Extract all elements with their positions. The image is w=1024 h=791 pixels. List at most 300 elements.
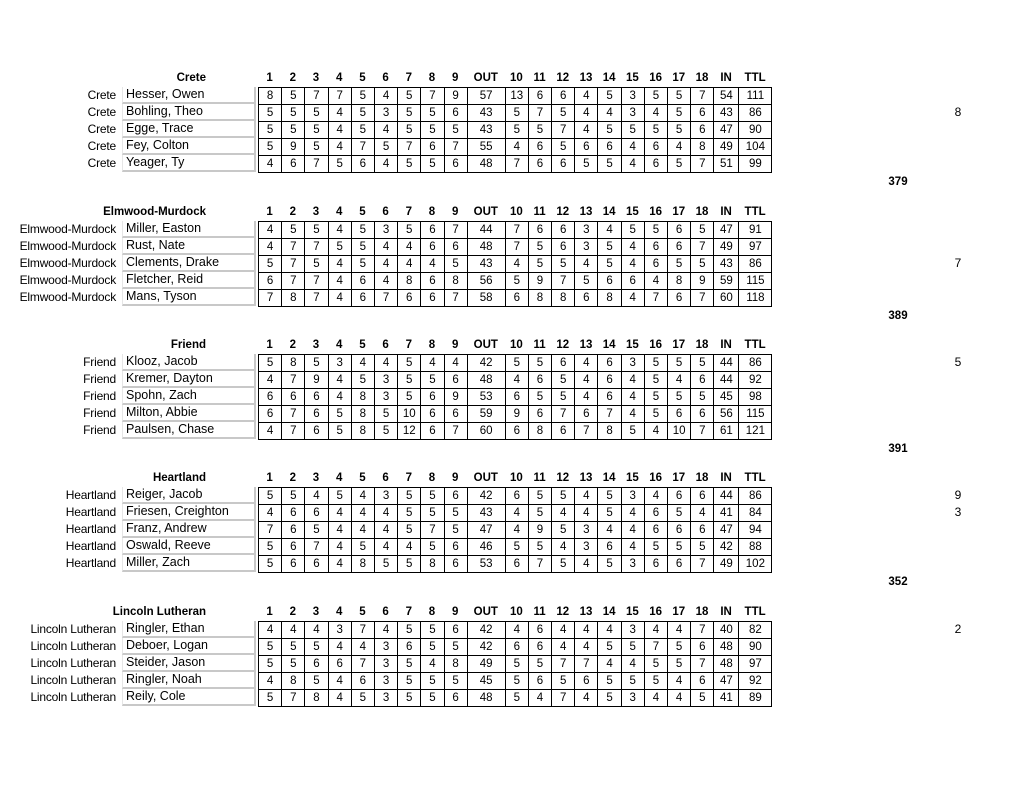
score-cell: 43 <box>467 505 505 522</box>
team-total: 389 <box>888 310 908 322</box>
score-cell: 4 <box>644 423 667 440</box>
column-header: 2 <box>289 339 296 351</box>
score-cell: 4 <box>259 622 282 639</box>
column-header: 15 <box>625 206 639 218</box>
score-cell: 51 <box>714 156 739 173</box>
score-cell: 5 <box>351 239 374 256</box>
table-row <box>259 256 772 273</box>
score-cell: 7 <box>259 522 282 539</box>
score-cell: 5 <box>421 372 444 389</box>
column-header: 10 <box>509 472 523 484</box>
score-cell: 5 <box>598 673 621 690</box>
row-team-label: Elmwood-Murdock <box>19 256 116 270</box>
score-cell: 5 <box>398 156 421 173</box>
score-cell: 4 <box>552 505 575 522</box>
score-cell: 6 <box>259 406 282 423</box>
score-cell: 4 <box>328 690 351 707</box>
team-total: 352 <box>888 576 908 588</box>
score-cell: 5 <box>505 105 528 122</box>
score-cell: 6 <box>305 423 328 440</box>
score-cell: 4 <box>621 156 644 173</box>
score-cell: 6 <box>528 673 551 690</box>
score-cell: 5 <box>259 355 282 372</box>
score-cell: 5 <box>598 256 621 273</box>
score-cell: 4 <box>552 639 575 656</box>
score-cell: 43 <box>467 256 505 273</box>
score-cell: 5 <box>398 556 421 573</box>
column-header: 3 <box>312 472 320 484</box>
score-cell: 6 <box>598 355 621 372</box>
score-cell: 47 <box>714 222 739 239</box>
score-cell: 4 <box>421 256 444 273</box>
score-cell: 5 <box>444 522 467 539</box>
column-header: 17 <box>672 606 686 618</box>
score-cell: 8 <box>282 290 305 307</box>
column-header: 16 <box>649 339 662 351</box>
column-header: 11 <box>533 606 546 618</box>
score-cell: 5 <box>505 690 528 707</box>
column-header: 14 <box>602 339 616 351</box>
score-cell: 6 <box>444 105 467 122</box>
score-cell: 10 <box>398 406 421 423</box>
column-header: 10 <box>509 206 523 218</box>
score-cell: 7 <box>305 239 328 256</box>
score-cell: 5 <box>374 556 397 573</box>
score-cell: 7 <box>691 622 714 639</box>
score-cell: 5 <box>421 673 444 690</box>
table-row <box>259 488 772 505</box>
column-header: 15 <box>625 606 639 618</box>
column-header: 12 <box>556 606 570 618</box>
score-cell: 56 <box>714 406 739 423</box>
player-rank: 3 <box>954 505 962 519</box>
column-header: 5 <box>359 206 366 218</box>
score-cell: 6 <box>552 239 575 256</box>
player-rank: 7 <box>954 256 962 270</box>
score-cell: 4 <box>328 673 351 690</box>
row-team-label: Crete <box>87 105 116 119</box>
column-header: IN <box>720 206 732 218</box>
score-cell: 121 <box>739 423 772 440</box>
score-cell: 7 <box>528 556 551 573</box>
score-cell: 6 <box>444 690 467 707</box>
score-cell: 5 <box>398 122 421 139</box>
score-cell: 7 <box>305 539 328 556</box>
column-header: 6 <box>382 606 389 618</box>
column-header: 13 <box>579 72 593 84</box>
player-rank: 2 <box>954 622 962 636</box>
score-cell: 6 <box>421 290 444 307</box>
column-header: 4 <box>335 72 343 84</box>
score-cell: 48 <box>714 656 739 673</box>
score-cell: 7 <box>374 290 397 307</box>
player-name: Deboer, Logan <box>122 638 256 655</box>
column-header: OUT <box>473 606 498 618</box>
column-header: 6 <box>382 339 389 351</box>
score-cell: 5 <box>398 622 421 639</box>
column-header: 7 <box>405 72 412 84</box>
score-cell: 5 <box>305 673 328 690</box>
score-cell: 5 <box>621 222 644 239</box>
column-header: 7 <box>405 472 412 484</box>
column-header: 4 <box>335 606 343 618</box>
row-team-label: Lincoln Lutheran <box>30 690 116 704</box>
score-cell: 47 <box>714 522 739 539</box>
score-cell: 5 <box>691 256 714 273</box>
table-row <box>259 622 772 639</box>
column-header: 8 <box>428 72 436 84</box>
score-cell: 5 <box>421 539 444 556</box>
column-header: 13 <box>579 472 593 484</box>
column-header: 3 <box>312 339 320 351</box>
score-cell: 5 <box>668 505 691 522</box>
score-cell: 4 <box>374 622 397 639</box>
score-cell: 7 <box>505 239 528 256</box>
score-cell: 4 <box>259 673 282 690</box>
score-cell: 43 <box>714 105 739 122</box>
score-cell: 3 <box>621 488 644 505</box>
column-header: 11 <box>533 339 546 351</box>
score-grid <box>258 621 772 707</box>
score-cell: 48 <box>467 239 505 256</box>
score-cell: 6 <box>575 290 598 307</box>
column-header: 1 <box>266 606 273 618</box>
column-header: 9 <box>451 72 459 84</box>
score-cell: 4 <box>328 539 351 556</box>
column-header: IN <box>720 72 732 84</box>
score-cell: 8 <box>444 273 467 290</box>
score-cell: 8 <box>552 290 575 307</box>
score-cell: 6 <box>691 522 714 539</box>
score-cell: 6 <box>421 423 444 440</box>
team-block <box>0 337 1024 462</box>
score-cell: 5 <box>668 88 691 105</box>
team-total: 391 <box>888 443 908 455</box>
score-cell: 5 <box>421 122 444 139</box>
score-cell: 6 <box>444 239 467 256</box>
score-cell: 55 <box>467 139 505 156</box>
score-cell: 9 <box>528 273 551 290</box>
score-cell: 5 <box>598 88 621 105</box>
score-cell: 4 <box>668 673 691 690</box>
table-row <box>259 673 772 690</box>
score-cell: 7 <box>691 156 714 173</box>
column-header: 10 <box>509 339 523 351</box>
score-cell: 8 <box>259 88 282 105</box>
score-cell: 4 <box>505 256 528 273</box>
score-cell: 3 <box>575 222 598 239</box>
score-cell: 4 <box>575 122 598 139</box>
score-cell: 4 <box>259 156 282 173</box>
player-name: Clements, Drake <box>122 255 256 272</box>
score-cell: 5 <box>421 639 444 656</box>
score-cell: 6 <box>305 556 328 573</box>
score-cell: 4 <box>328 556 351 573</box>
player-name: Mans, Tyson <box>122 289 256 306</box>
score-cell: 8 <box>668 273 691 290</box>
column-header: 3 <box>312 72 320 84</box>
score-cell: 4 <box>598 105 621 122</box>
score-cell: 88 <box>739 539 772 556</box>
score-cell: 3 <box>374 372 397 389</box>
score-cell: 7 <box>282 239 305 256</box>
score-cell: 44 <box>714 488 739 505</box>
score-cell: 5 <box>644 122 667 139</box>
score-cell: 5 <box>351 372 374 389</box>
score-cell: 7 <box>305 290 328 307</box>
score-cell: 6 <box>668 239 691 256</box>
score-cell: 48 <box>714 639 739 656</box>
score-cell: 5 <box>621 423 644 440</box>
score-cell: 5 <box>259 256 282 273</box>
score-cell: 7 <box>305 88 328 105</box>
player-name: Oswald, Reeve <box>122 538 256 555</box>
table-row <box>259 522 772 539</box>
score-cell: 4 <box>598 522 621 539</box>
player-name: Fey, Colton <box>122 138 256 155</box>
column-header: 17 <box>672 72 686 84</box>
score-cell: 5 <box>374 139 397 156</box>
score-cell: 5 <box>598 505 621 522</box>
score-cell: 5 <box>351 105 374 122</box>
score-cell: 4 <box>398 539 421 556</box>
score-cell: 5 <box>444 673 467 690</box>
column-header: 14 <box>602 206 616 218</box>
score-cell: 60 <box>714 290 739 307</box>
score-cell: 6 <box>528 639 551 656</box>
score-cell: 4 <box>621 139 644 156</box>
team-header: Heartland <box>152 472 206 484</box>
score-cell: 5 <box>328 156 351 173</box>
score-cell: 5 <box>374 406 397 423</box>
team-block <box>0 204 1024 329</box>
score-cell: 4 <box>305 622 328 639</box>
score-cell: 44 <box>467 222 505 239</box>
score-cell: 4 <box>398 256 421 273</box>
player-name: Reily, Cole <box>122 689 256 706</box>
column-header: 11 <box>533 72 546 84</box>
score-cell: 4 <box>575 622 598 639</box>
score-cell: 6 <box>505 556 528 573</box>
score-cell: 9 <box>691 273 714 290</box>
score-cell: 4 <box>328 389 351 406</box>
score-cell: 5 <box>328 239 351 256</box>
score-cell: 4 <box>328 105 351 122</box>
score-cell: 6 <box>528 372 551 389</box>
score-cell: 5 <box>528 488 551 505</box>
column-header: 13 <box>579 206 593 218</box>
score-cell: 6 <box>598 273 621 290</box>
score-cell: 4 <box>575 505 598 522</box>
score-cell: 7 <box>444 290 467 307</box>
score-cell: 5 <box>552 488 575 505</box>
score-cell: 3 <box>374 673 397 690</box>
table-row <box>259 290 772 307</box>
table-row <box>259 273 772 290</box>
score-cell: 57 <box>467 88 505 105</box>
score-cell: 4 <box>575 690 598 707</box>
column-header: TTL <box>744 206 766 218</box>
score-grid <box>258 221 772 307</box>
score-cell: 5 <box>328 488 351 505</box>
score-cell: 6 <box>282 156 305 173</box>
score-cell: 6 <box>282 556 305 573</box>
score-cell: 8 <box>398 273 421 290</box>
score-cell: 6 <box>668 522 691 539</box>
row-team-label: Heartland <box>65 522 116 536</box>
score-cell: 5 <box>282 88 305 105</box>
score-cell: 5 <box>552 256 575 273</box>
score-cell: 56 <box>467 273 505 290</box>
score-cell: 115 <box>739 273 772 290</box>
column-header: OUT <box>473 472 498 484</box>
score-cell: 4 <box>668 622 691 639</box>
score-cell: 7 <box>282 273 305 290</box>
score-cell: 3 <box>374 105 397 122</box>
row-team-label: Lincoln Lutheran <box>30 656 116 670</box>
score-cell: 7 <box>282 690 305 707</box>
score-cell: 6 <box>668 222 691 239</box>
score-cell: 4 <box>552 539 575 556</box>
score-cell: 3 <box>621 355 644 372</box>
column-header: IN <box>720 339 732 351</box>
score-cell: 4 <box>621 505 644 522</box>
score-cell: 5 <box>644 355 667 372</box>
score-cell: 7 <box>691 423 714 440</box>
column-header: 9 <box>451 606 459 618</box>
score-cell: 5 <box>305 105 328 122</box>
score-cell: 4 <box>552 622 575 639</box>
score-cell: 5 <box>398 488 421 505</box>
score-cell: 4 <box>328 273 351 290</box>
score-cell: 42 <box>467 639 505 656</box>
score-cell: 6 <box>552 222 575 239</box>
team-header: Crete <box>176 72 206 84</box>
score-cell: 41 <box>714 690 739 707</box>
score-cell: 5 <box>644 389 667 406</box>
column-header: 2 <box>289 472 296 484</box>
column-header: 9 <box>451 206 459 218</box>
score-cell: 6 <box>444 556 467 573</box>
score-cell: 3 <box>621 556 644 573</box>
score-cell: 5 <box>398 88 421 105</box>
column-header: 12 <box>556 339 570 351</box>
score-cell: 6 <box>421 139 444 156</box>
score-cell: 6 <box>528 622 551 639</box>
score-cell: 5 <box>505 539 528 556</box>
column-header: 7 <box>405 206 412 218</box>
score-cell: 42 <box>467 355 505 372</box>
score-cell: 6 <box>282 505 305 522</box>
score-cell: 4 <box>691 505 714 522</box>
column-header: 18 <box>695 206 709 218</box>
score-cell: 90 <box>739 122 772 139</box>
score-cell: 4 <box>374 156 397 173</box>
score-cell: 5 <box>691 389 714 406</box>
score-cell: 8 <box>598 290 621 307</box>
score-cell: 4 <box>505 622 528 639</box>
score-cell: 4 <box>374 355 397 372</box>
score-cell: 5 <box>552 389 575 406</box>
score-cell: 58 <box>467 290 505 307</box>
score-cell: 3 <box>621 105 644 122</box>
score-cell: 3 <box>328 355 351 372</box>
player-name: Miller, Zach <box>122 555 256 572</box>
column-header: 18 <box>695 606 709 618</box>
column-header: 1 <box>266 206 273 218</box>
score-cell: 6 <box>691 488 714 505</box>
score-cell: 42 <box>467 622 505 639</box>
score-cell: 4 <box>374 539 397 556</box>
score-cell: 6 <box>575 406 598 423</box>
score-cell: 5 <box>398 505 421 522</box>
score-cell: 4 <box>305 488 328 505</box>
column-header: 5 <box>359 72 366 84</box>
score-cell: 5 <box>305 522 328 539</box>
score-cell: 5 <box>305 222 328 239</box>
score-cell: 5 <box>644 539 667 556</box>
column-header: 6 <box>382 72 389 84</box>
player-name: Yeager, Ty <box>122 155 256 172</box>
score-cell: 5 <box>598 556 621 573</box>
score-cell: 5 <box>598 488 621 505</box>
score-cell: 4 <box>351 505 374 522</box>
score-cell: 5 <box>505 656 528 673</box>
score-cell: 3 <box>374 488 397 505</box>
score-cell: 5 <box>444 639 467 656</box>
score-cell: 7 <box>351 139 374 156</box>
score-cell: 49 <box>714 239 739 256</box>
score-cell: 6 <box>444 539 467 556</box>
column-header: 6 <box>382 206 389 218</box>
score-cell: 5 <box>351 539 374 556</box>
score-cell: 5 <box>644 656 667 673</box>
score-cell: 98 <box>739 389 772 406</box>
score-cell: 4 <box>421 355 444 372</box>
score-cell: 7 <box>282 406 305 423</box>
score-cell: 6 <box>282 522 305 539</box>
score-cell: 6 <box>505 639 528 656</box>
column-header: TTL <box>744 72 766 84</box>
column-header: OUT <box>473 206 498 218</box>
score-cell: 4 <box>259 372 282 389</box>
score-cell: 49 <box>714 139 739 156</box>
score-cell: 59 <box>467 406 505 423</box>
column-header: 2 <box>289 606 296 618</box>
column-header: 4 <box>335 339 343 351</box>
score-cell: 4 <box>575 488 598 505</box>
score-cell: 89 <box>739 690 772 707</box>
score-grid <box>258 354 772 440</box>
table-row <box>259 539 772 556</box>
score-cell: 4 <box>505 372 528 389</box>
score-cell: 7 <box>421 88 444 105</box>
score-cell: 5 <box>259 139 282 156</box>
column-header: 9 <box>451 472 459 484</box>
score-cell: 10 <box>668 423 691 440</box>
score-cell: 5 <box>282 656 305 673</box>
score-cell: 6 <box>528 156 551 173</box>
table-row <box>259 556 772 573</box>
score-cell: 4 <box>374 273 397 290</box>
score-cell: 7 <box>691 556 714 573</box>
player-name: Friesen, Creighton <box>122 504 256 521</box>
score-cell: 5 <box>644 222 667 239</box>
score-cell: 6 <box>644 239 667 256</box>
column-header: 16 <box>649 72 662 84</box>
score-cell: 4 <box>374 122 397 139</box>
score-cell: 4 <box>621 372 644 389</box>
